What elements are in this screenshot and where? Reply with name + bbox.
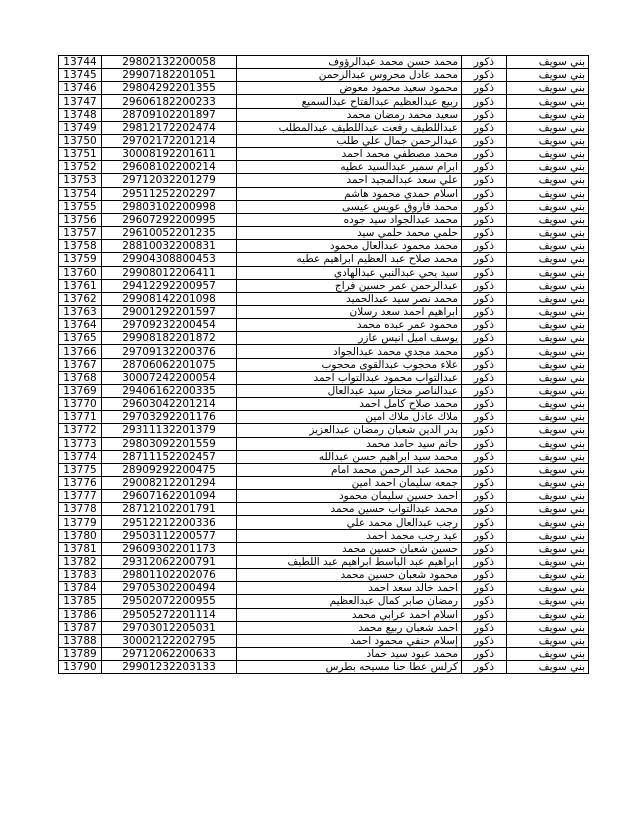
governorate-cell: بني سويف xyxy=(507,582,589,595)
national-id-cell: 30007242200054 xyxy=(102,371,237,384)
governorate-cell: بني سويف xyxy=(507,319,589,332)
national-id-cell: 28709102201897 xyxy=(102,108,237,121)
national-id-cell: 30008192201611 xyxy=(102,148,237,161)
table-row xyxy=(59,69,589,82)
national-id-cell: 29709132200376 xyxy=(102,345,237,358)
serial-number-cell: 13778 xyxy=(59,503,102,516)
gender-cell: ذكور xyxy=(462,82,507,95)
name-cell: محمد عبدالجواد سيد جوده xyxy=(237,213,462,226)
governorate-cell: بني سويف xyxy=(507,332,589,345)
national-id-cell: 29712062200633 xyxy=(102,648,237,661)
table-row xyxy=(59,358,589,371)
governorate-cell: بني سويف xyxy=(507,95,589,108)
national-id-cell: 29709232200454 xyxy=(102,319,237,332)
governorate-cell: بني سويف xyxy=(507,134,589,147)
serial-number-cell: 13746 xyxy=(59,82,102,95)
gender-cell: ذكور xyxy=(462,371,507,384)
governorate-cell: بني سويف xyxy=(507,82,589,95)
table-row xyxy=(59,542,589,555)
serial-number-cell: 13779 xyxy=(59,516,102,529)
table-row xyxy=(59,595,589,608)
national-id-cell: 29804292201355 xyxy=(102,82,237,95)
table-row xyxy=(59,56,589,69)
governorate-cell: بني سويف xyxy=(507,161,589,174)
national-id-cell: 29908142201098 xyxy=(102,292,237,305)
name-cell: سعيد محمد رمضان محمد xyxy=(237,108,462,121)
national-id-cell: 29907182201051 xyxy=(102,69,237,82)
name-cell: محمد عادل محروس عبدالرحمن xyxy=(237,69,462,82)
gender-cell: ذكور xyxy=(462,503,507,516)
serial-number-cell: 13786 xyxy=(59,608,102,621)
serial-number-cell: 13780 xyxy=(59,529,102,542)
serial-number-cell: 13747 xyxy=(59,95,102,108)
name-cell: عبدالناصر مختار سيد عبدالعال xyxy=(237,384,462,397)
table-row xyxy=(59,437,589,450)
name-cell: ابراهيم احمد سعد رسلان xyxy=(237,305,462,318)
table-row xyxy=(59,582,589,595)
table-row xyxy=(59,371,589,384)
table-row xyxy=(59,634,589,647)
governorate-cell: بني سويف xyxy=(507,437,589,450)
serial-number-cell: 13776 xyxy=(59,477,102,490)
name-cell: عبدالرحمن جمال علي طلب xyxy=(237,134,462,147)
gender-cell: ذكور xyxy=(462,253,507,266)
table-row xyxy=(59,450,589,463)
table-row xyxy=(59,213,589,226)
governorate-cell: بني سويف xyxy=(507,542,589,555)
governorate-cell: بني سويف xyxy=(507,608,589,621)
serial-number-cell: 13751 xyxy=(59,148,102,161)
governorate-cell: بني سويف xyxy=(507,477,589,490)
roster-table-body xyxy=(59,56,589,674)
governorate-cell: بني سويف xyxy=(507,148,589,161)
serial-number-cell: 13757 xyxy=(59,227,102,240)
national-id-cell: 29802132200058 xyxy=(102,56,237,69)
serial-number-cell: 13766 xyxy=(59,345,102,358)
governorate-cell: بني سويف xyxy=(507,411,589,424)
gender-cell: ذكور xyxy=(462,450,507,463)
gender-cell: ذكور xyxy=(462,161,507,174)
gender-cell: ذكور xyxy=(462,121,507,134)
name-cell: علي سعد عبدالمجيد احمد xyxy=(237,174,462,187)
name-cell: سيد يحي عبدالنبي عبدالهادي xyxy=(237,266,462,279)
name-cell: ملاك عادل ملاك امين xyxy=(237,411,462,424)
table-row xyxy=(59,477,589,490)
governorate-cell: بني سويف xyxy=(507,529,589,542)
governorate-cell: بني سويف xyxy=(507,634,589,647)
national-id-cell: 29001292201597 xyxy=(102,305,237,318)
national-id-cell: 29606182200233 xyxy=(102,95,237,108)
serial-number-cell: 13764 xyxy=(59,319,102,332)
table-row xyxy=(59,266,589,279)
governorate-cell: بني سويف xyxy=(507,490,589,503)
gender-cell: ذكور xyxy=(462,529,507,542)
national-id-cell: 29712032201279 xyxy=(102,174,237,187)
serial-number-cell: 13770 xyxy=(59,398,102,411)
national-id-cell: 29607162201094 xyxy=(102,490,237,503)
name-cell: محمد سيد ابراهيم حسن عبدالله xyxy=(237,450,462,463)
table-row xyxy=(59,95,589,108)
serial-number-cell: 13775 xyxy=(59,463,102,476)
table-row xyxy=(59,305,589,318)
serial-number-cell: 13765 xyxy=(59,332,102,345)
name-cell: محمد عبود سيد حماد xyxy=(237,648,462,661)
national-id-cell: 29008212201294 xyxy=(102,477,237,490)
table-row xyxy=(59,503,589,516)
national-id-cell: 29312062200791 xyxy=(102,555,237,568)
name-cell: احمد حسين سليمان محمود xyxy=(237,490,462,503)
gender-cell: ذكور xyxy=(462,424,507,437)
gender-cell: ذكور xyxy=(462,319,507,332)
serial-number-cell: 13767 xyxy=(59,358,102,371)
serial-number-cell: 13752 xyxy=(59,161,102,174)
gender-cell: ذكور xyxy=(462,213,507,226)
national-id-cell: 29901232203133 xyxy=(102,661,237,674)
serial-number-cell: 13773 xyxy=(59,437,102,450)
national-id-cell: 29609302201173 xyxy=(102,542,237,555)
serial-number-cell: 13744 xyxy=(59,56,102,69)
gender-cell: ذكور xyxy=(462,227,507,240)
table-row xyxy=(59,661,589,674)
name-cell: محمد صلاح عبد العظيم ابراهيم عطيه xyxy=(237,253,462,266)
gender-cell: ذكور xyxy=(462,358,507,371)
name-cell: محمود شعبان حسين محمد xyxy=(237,569,462,582)
table-row xyxy=(59,621,589,634)
name-cell: محمد مجدي محمد عبدالجواد xyxy=(237,345,462,358)
serial-number-cell: 13759 xyxy=(59,253,102,266)
table-row xyxy=(59,161,589,174)
name-cell: عبداللطيف رفعت عبداللطيف عبدالمطلب xyxy=(237,121,462,134)
serial-number-cell: 13788 xyxy=(59,634,102,647)
table-row xyxy=(59,240,589,253)
national-id-cell: 29803102200998 xyxy=(102,200,237,213)
table-row xyxy=(59,411,589,424)
gender-cell: ذكور xyxy=(462,542,507,555)
table-row xyxy=(59,134,589,147)
table-row xyxy=(59,121,589,134)
table-row xyxy=(59,108,589,121)
gender-cell: ذكور xyxy=(462,582,507,595)
name-cell: حاتم سيد حامد محمد xyxy=(237,437,462,450)
roster-table xyxy=(58,55,589,674)
serial-number-cell: 13756 xyxy=(59,213,102,226)
gender-cell: ذكور xyxy=(462,174,507,187)
serial-number-cell: 13785 xyxy=(59,595,102,608)
name-cell: عبدالتواب محمود عبدالتواب احمد xyxy=(237,371,462,384)
table-row xyxy=(59,148,589,161)
national-id-cell: 29908012206411 xyxy=(102,266,237,279)
roster-sheet xyxy=(58,55,589,674)
governorate-cell: بني سويف xyxy=(507,621,589,634)
serial-number-cell: 13784 xyxy=(59,582,102,595)
governorate-cell: بني سويف xyxy=(507,174,589,187)
gender-cell: ذكور xyxy=(462,279,507,292)
national-id-cell: 29702172201214 xyxy=(102,134,237,147)
gender-cell: ذكور xyxy=(462,477,507,490)
gender-cell: ذكور xyxy=(462,384,507,397)
governorate-cell: بني سويف xyxy=(507,253,589,266)
governorate-cell: بني سويف xyxy=(507,213,589,226)
gender-cell: ذكور xyxy=(462,95,507,108)
table-row xyxy=(59,227,589,240)
governorate-cell: بني سويف xyxy=(507,56,589,69)
governorate-cell: بني سويف xyxy=(507,200,589,213)
national-id-cell: 28810032200831 xyxy=(102,240,237,253)
table-row xyxy=(59,463,589,476)
governorate-cell: بني سويف xyxy=(507,371,589,384)
table-row xyxy=(59,174,589,187)
name-cell: حلمي محمد حلمي سيد xyxy=(237,227,462,240)
national-id-cell: 29703292201176 xyxy=(102,411,237,424)
serial-number-cell: 13787 xyxy=(59,621,102,634)
governorate-cell: بني سويف xyxy=(507,279,589,292)
governorate-cell: بني سويف xyxy=(507,108,589,121)
governorate-cell: بني سويف xyxy=(507,384,589,397)
gender-cell: ذكور xyxy=(462,437,507,450)
gender-cell: ذكور xyxy=(462,608,507,621)
national-id-cell: 30002122202795 xyxy=(102,634,237,647)
national-id-cell: 29603042201214 xyxy=(102,398,237,411)
table-row xyxy=(59,279,589,292)
table-row xyxy=(59,555,589,568)
national-id-cell: 29610052201235 xyxy=(102,227,237,240)
name-cell: بدر الدين شعبان رمضان عبدالعزيز xyxy=(237,424,462,437)
table-row xyxy=(59,200,589,213)
table-row xyxy=(59,292,589,305)
national-id-cell: 29904308800453 xyxy=(102,253,237,266)
national-id-cell: 29812172202474 xyxy=(102,121,237,134)
governorate-cell: بني سويف xyxy=(507,595,589,608)
serial-number-cell: 13771 xyxy=(59,411,102,424)
serial-number-cell: 13783 xyxy=(59,569,102,582)
gender-cell: ذكور xyxy=(462,240,507,253)
national-id-cell: 29607292200995 xyxy=(102,213,237,226)
serial-number-cell: 13745 xyxy=(59,69,102,82)
governorate-cell: بني سويف xyxy=(507,661,589,674)
name-cell: محمد فاروق عويس عيسى xyxy=(237,200,462,213)
table-row xyxy=(59,332,589,345)
table-row xyxy=(59,187,589,200)
table-row xyxy=(59,424,589,437)
table-row xyxy=(59,82,589,95)
serial-number-cell: 13790 xyxy=(59,661,102,674)
name-cell: كرلس عطا حنا مسيحه بطرس xyxy=(237,661,462,674)
serial-number-cell: 13763 xyxy=(59,305,102,318)
national-id-cell: 29803092201559 xyxy=(102,437,237,450)
governorate-cell: بني سويف xyxy=(507,463,589,476)
gender-cell: ذكور xyxy=(462,555,507,568)
serial-number-cell: 13777 xyxy=(59,490,102,503)
national-id-cell: 28712102201791 xyxy=(102,503,237,516)
table-row xyxy=(59,345,589,358)
serial-number-cell: 13754 xyxy=(59,187,102,200)
name-cell: محمد محمود عبدالعال محمود xyxy=(237,240,462,253)
gender-cell: ذكور xyxy=(462,266,507,279)
gender-cell: ذكور xyxy=(462,569,507,582)
gender-cell: ذكور xyxy=(462,148,507,161)
national-id-cell: 29608102200214 xyxy=(102,161,237,174)
serial-number-cell: 13769 xyxy=(59,384,102,397)
name-cell: عبدالرحمن عمر حسين فراج xyxy=(237,279,462,292)
serial-number-cell: 13750 xyxy=(59,134,102,147)
serial-number-cell: 13789 xyxy=(59,648,102,661)
gender-cell: ذكور xyxy=(462,332,507,345)
name-cell: عيد رجب محمد احمد xyxy=(237,529,462,542)
governorate-cell: بني سويف xyxy=(507,227,589,240)
serial-number-cell: 13760 xyxy=(59,266,102,279)
name-cell: إسلام حنفي محمود احمد xyxy=(237,634,462,647)
gender-cell: ذكور xyxy=(462,56,507,69)
governorate-cell: بني سويف xyxy=(507,121,589,134)
gender-cell: ذكور xyxy=(462,463,507,476)
gender-cell: ذكور xyxy=(462,69,507,82)
governorate-cell: بني سويف xyxy=(507,358,589,371)
table-row xyxy=(59,319,589,332)
gender-cell: ذكور xyxy=(462,634,507,647)
national-id-cell: 28706062201075 xyxy=(102,358,237,371)
national-id-cell: 29505272201114 xyxy=(102,608,237,621)
national-id-cell: 28711152202457 xyxy=(102,450,237,463)
name-cell: حسين شعبان حسين محمد xyxy=(237,542,462,555)
governorate-cell: بني سويف xyxy=(507,240,589,253)
gender-cell: ذكور xyxy=(462,398,507,411)
governorate-cell: بني سويف xyxy=(507,555,589,568)
name-cell: محمد عبدالتواب حسين محمد xyxy=(237,503,462,516)
serial-number-cell: 13758 xyxy=(59,240,102,253)
national-id-cell: 29801102202076 xyxy=(102,569,237,582)
governorate-cell: بني سويف xyxy=(507,187,589,200)
name-cell: رمضان صابر كمال عبدالعظيم xyxy=(237,595,462,608)
table-row xyxy=(59,648,589,661)
national-id-cell: 29311132201379 xyxy=(102,424,237,437)
governorate-cell: بني سويف xyxy=(507,450,589,463)
serial-number-cell: 13772 xyxy=(59,424,102,437)
governorate-cell: بني سويف xyxy=(507,569,589,582)
name-cell: محمد نصر سيد عبدالحميد xyxy=(237,292,462,305)
serial-number-cell: 13781 xyxy=(59,542,102,555)
table-row xyxy=(59,253,589,266)
governorate-cell: بني سويف xyxy=(507,648,589,661)
serial-number-cell: 13768 xyxy=(59,371,102,384)
serial-number-cell: 13753 xyxy=(59,174,102,187)
table-row xyxy=(59,516,589,529)
name-cell: رجب عبدالعال محمد علي xyxy=(237,516,462,529)
name-cell: محمد مصطفي محمد احمد xyxy=(237,148,462,161)
governorate-cell: بني سويف xyxy=(507,292,589,305)
table-row xyxy=(59,608,589,621)
serial-number-cell: 13782 xyxy=(59,555,102,568)
national-id-cell: 29502072200955 xyxy=(102,595,237,608)
name-cell: جمعه سليمان احمد امين xyxy=(237,477,462,490)
name-cell: اسلام حمدي محمود هاشم xyxy=(237,187,462,200)
name-cell: محمد عبد الرحمن محمد امام xyxy=(237,463,462,476)
name-cell: يوسف اميل انيس عازر xyxy=(237,332,462,345)
gender-cell: ذكور xyxy=(462,134,507,147)
national-id-cell: 29503112200577 xyxy=(102,529,237,542)
name-cell: محمد صلاح كامل احمد xyxy=(237,398,462,411)
governorate-cell: بني سويف xyxy=(507,503,589,516)
serial-number-cell: 13755 xyxy=(59,200,102,213)
national-id-cell: 29908182201872 xyxy=(102,332,237,345)
serial-number-cell: 13774 xyxy=(59,450,102,463)
serial-number-cell: 13749 xyxy=(59,121,102,134)
national-id-cell: 28909292200475 xyxy=(102,463,237,476)
gender-cell: ذكور xyxy=(462,411,507,424)
governorate-cell: بني سويف xyxy=(507,424,589,437)
governorate-cell: بني سويف xyxy=(507,516,589,529)
gender-cell: ذكور xyxy=(462,516,507,529)
gender-cell: ذكور xyxy=(462,621,507,634)
table-row xyxy=(59,490,589,503)
table-row xyxy=(59,398,589,411)
table-row xyxy=(59,569,589,582)
national-id-cell: 29412292200957 xyxy=(102,279,237,292)
name-cell: احمد شعبان ربيع محمد xyxy=(237,621,462,634)
governorate-cell: بني سويف xyxy=(507,345,589,358)
name-cell: محمود عمر عبده محمد xyxy=(237,319,462,332)
governorate-cell: بني سويف xyxy=(507,266,589,279)
gender-cell: ذكور xyxy=(462,661,507,674)
name-cell: ابرام سمير عبدالسيد عطيه xyxy=(237,161,462,174)
gender-cell: ذكور xyxy=(462,187,507,200)
national-id-cell: 29703012205031 xyxy=(102,621,237,634)
national-id-cell: 29511252202297 xyxy=(102,187,237,200)
gender-cell: ذكور xyxy=(462,648,507,661)
name-cell: اسلام احمد عرابي محمد xyxy=(237,608,462,621)
national-id-cell: 29406162200335 xyxy=(102,384,237,397)
national-id-cell: 29512212200336 xyxy=(102,516,237,529)
gender-cell: ذكور xyxy=(462,595,507,608)
name-cell: علاء محجوب عبدالقوى محجوب xyxy=(237,358,462,371)
name-cell: ربيع عبدالعظيم عبدالفتاح عبدالسميع xyxy=(237,95,462,108)
governorate-cell: بني سويف xyxy=(507,305,589,318)
serial-number-cell: 13748 xyxy=(59,108,102,121)
national-id-cell: 29705302200494 xyxy=(102,582,237,595)
table-row xyxy=(59,384,589,397)
governorate-cell: بني سويف xyxy=(507,69,589,82)
governorate-cell: بني سويف xyxy=(507,398,589,411)
name-cell: ابراهيم عبد الباسط ابراهيم عبد اللطيف xyxy=(237,555,462,568)
name-cell: محمود سعيد محمود معوض xyxy=(237,82,462,95)
serial-number-cell: 13762 xyxy=(59,292,102,305)
gender-cell: ذكور xyxy=(462,490,507,503)
gender-cell: ذكور xyxy=(462,305,507,318)
name-cell: احمد خالد سعد احمد xyxy=(237,582,462,595)
gender-cell: ذكور xyxy=(462,292,507,305)
name-cell: محمد حسن محمد عبدالرؤوف xyxy=(237,56,462,69)
table-row xyxy=(59,529,589,542)
gender-cell: ذكور xyxy=(462,108,507,121)
serial-number-cell: 13761 xyxy=(59,279,102,292)
gender-cell: ذكور xyxy=(462,345,507,358)
gender-cell: ذكور xyxy=(462,200,507,213)
